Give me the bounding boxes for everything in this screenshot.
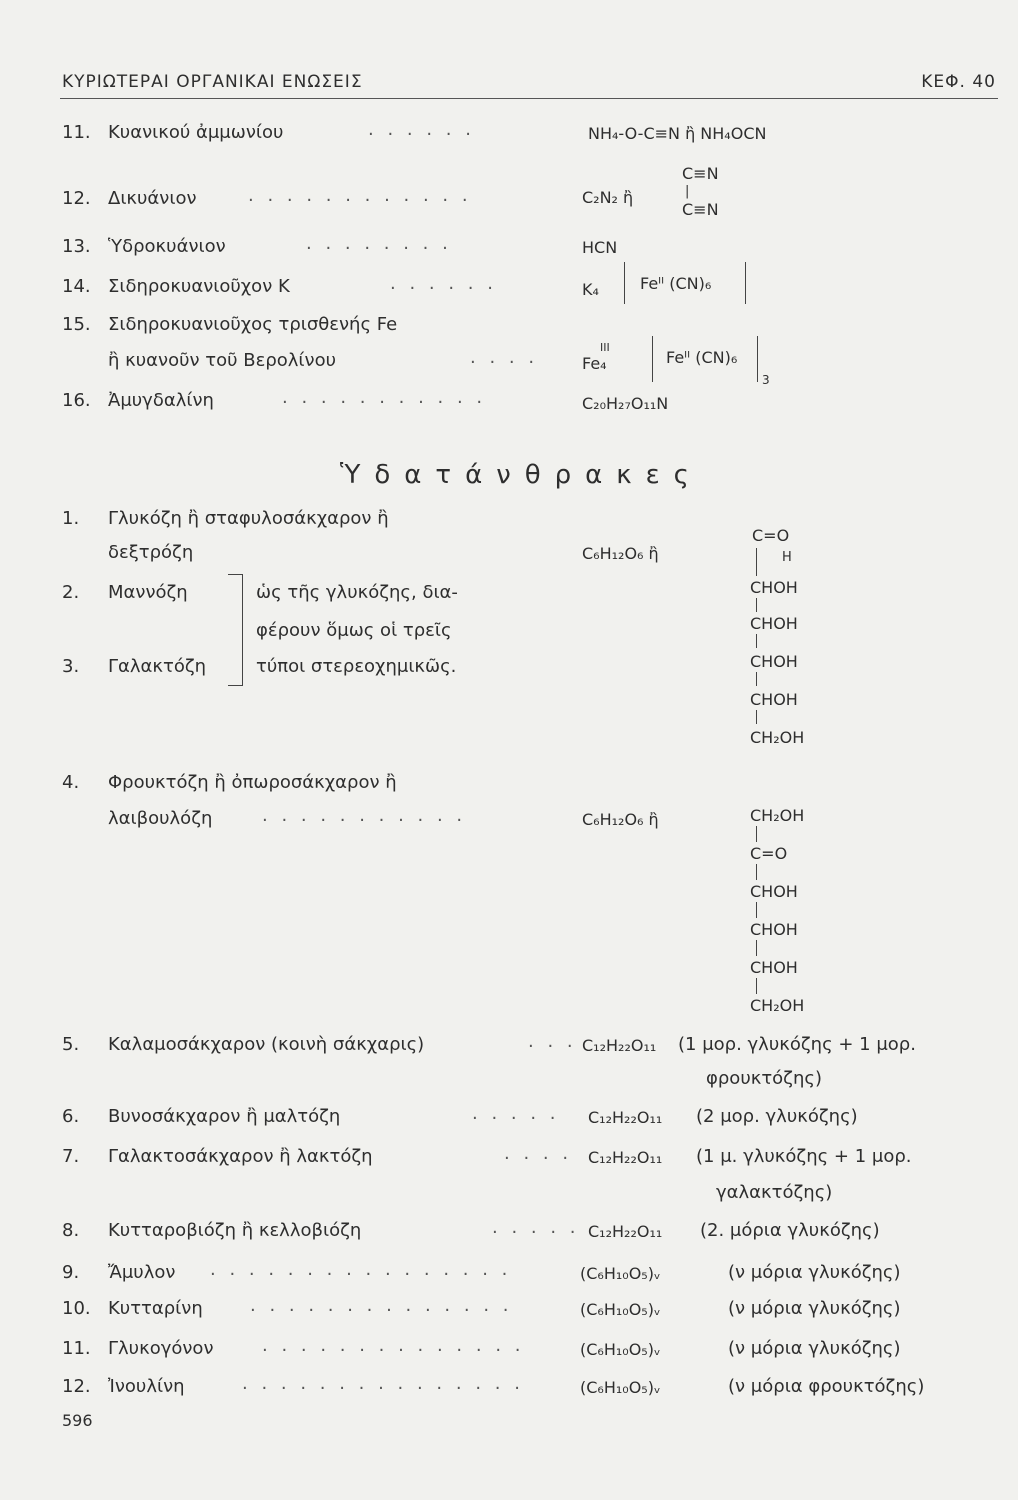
struct-bond bbox=[756, 864, 757, 880]
leader-dots: · · · · · · · · · · · · · · bbox=[250, 1300, 513, 1321]
bracket-subscript: 3 bbox=[762, 373, 770, 387]
section-title: Ὑδατάνθρακες bbox=[340, 460, 703, 490]
item-name: Κυανικού ἀμμωνίου bbox=[108, 122, 284, 143]
item-formula: Fe₄ bbox=[582, 354, 607, 373]
item-formula: C₁₂H₂₂O₁₁ bbox=[588, 1222, 663, 1241]
item-note-continued: γαλακτόζης) bbox=[716, 1182, 833, 1203]
struct-bond bbox=[756, 940, 757, 956]
item-formula: NH₄-O-C≡N ἢ NH₄OCN bbox=[588, 124, 767, 143]
item-number: 14. bbox=[62, 276, 91, 297]
item-number: 7. bbox=[62, 1146, 80, 1167]
item-name: Σιδηροκυανιοῦχος τρισθενής Fe bbox=[108, 314, 398, 335]
struct-group: CH₂OH bbox=[750, 728, 805, 747]
leader-dots: · · · · · bbox=[492, 1222, 580, 1243]
item-formula: (C₆H₁₀O₅)ᵥ bbox=[580, 1300, 661, 1319]
item-formula: (C₆H₁₀O₅)ᵥ bbox=[580, 1264, 661, 1283]
item-number: 12. bbox=[62, 1376, 91, 1397]
item-number: 5. bbox=[62, 1034, 80, 1055]
leader-dots: · · · · · · · · · · · · · · · · bbox=[210, 1264, 512, 1285]
item-formula: C₁₂H₂₂O₁₁ bbox=[588, 1148, 663, 1167]
item-number: 8. bbox=[62, 1220, 80, 1241]
leader-dots: · · · · · · bbox=[368, 124, 475, 145]
item-name: Καλαμοσάκχαρον (κοινὴ σάκχαρις) bbox=[108, 1034, 425, 1055]
item-number: 4. bbox=[62, 772, 80, 793]
item-name: Ὑδροκυάνιον bbox=[108, 236, 226, 257]
item-formula: (C₆H₁₀O₅)ᵥ bbox=[580, 1340, 661, 1359]
item-formula: K₄ bbox=[582, 280, 599, 299]
item-name: Ἄμυλον bbox=[108, 1262, 176, 1283]
struct-group: CH₂OH bbox=[750, 996, 805, 1015]
item-number: 3. bbox=[62, 656, 80, 677]
item-name: Σιδηροκυανιοῦχον K bbox=[108, 276, 290, 297]
item-formula: C₆H₁₂O₆ ἢ bbox=[582, 544, 659, 563]
struct-bond bbox=[756, 672, 757, 686]
item-name: Κυτταροβιόζη ἢ κελλοβιόζη bbox=[108, 1220, 362, 1241]
item-name: Γαλακτοσάκχαρον ἢ λακτόζη bbox=[108, 1146, 373, 1167]
item-number: 1. bbox=[62, 508, 80, 529]
item-name-continued: δεξτρόζη bbox=[108, 542, 194, 563]
item-number: 6. bbox=[62, 1106, 80, 1127]
item-note-continued: φρουκτόζης) bbox=[706, 1068, 822, 1089]
item-name: Ἰνουλίνη bbox=[108, 1376, 185, 1397]
running-header-title: ΚΥΡΙΩΤΕΡΑΙ ΟΡΓΑΝΙΚΑΙ ΕΝΩΣΕΙΣ bbox=[62, 72, 363, 92]
leader-dots: · · · · · · · · bbox=[306, 238, 452, 259]
leader-dots: · · · · bbox=[504, 1148, 573, 1169]
struct-atom: C≡N bbox=[682, 164, 719, 183]
item-name: Δικυάνιον bbox=[108, 188, 197, 209]
header-rule bbox=[60, 98, 998, 99]
struct-bond bbox=[756, 548, 757, 576]
struct-bond bbox=[756, 710, 757, 724]
item-number: 12. bbox=[62, 188, 91, 209]
item-name: Γαλακτόζη bbox=[108, 656, 207, 677]
item-number: 15. bbox=[62, 314, 91, 335]
oxidation-state: III bbox=[600, 341, 610, 354]
item-note: (ν μόρια φρουκτόζης) bbox=[728, 1376, 925, 1397]
item-number: 11. bbox=[62, 122, 91, 143]
leader-dots: · · · · · bbox=[472, 1108, 560, 1129]
struct-hydrogen: H bbox=[782, 550, 792, 565]
item-formula: (C₆H₁₀O₅)ᵥ bbox=[580, 1378, 661, 1397]
item-note: (ν μόρια γλυκόζης) bbox=[728, 1298, 901, 1319]
item-name: Μαννόζη bbox=[108, 582, 188, 603]
brace-note-line: φέρουν ὅμως οἱ τρεῖς bbox=[256, 620, 452, 641]
item-note: (1 μ. γλυκόζης + 1 μορ. bbox=[696, 1146, 912, 1167]
item-formula: C₂₀H₂₇O₁₁N bbox=[582, 394, 669, 413]
item-note: (2. μόρια γλυκόζης) bbox=[700, 1220, 880, 1241]
item-formula: HCN bbox=[582, 238, 618, 257]
item-number: 11. bbox=[62, 1338, 91, 1359]
brace-note-line: ὡς τῆς γλυκόζης, δια- bbox=[256, 582, 458, 603]
struct-bond: | bbox=[685, 184, 690, 199]
struct-bond bbox=[756, 902, 757, 918]
leader-dots: · · · · bbox=[470, 352, 539, 373]
bracket-content: Feᴵᴵ (CN)₆ bbox=[666, 348, 738, 367]
item-name: Ἀμυγδαλίνη bbox=[108, 390, 214, 411]
struct-group: CHOH bbox=[750, 578, 798, 597]
page-number: 596 bbox=[62, 1411, 93, 1430]
item-name-continued: ἢ κυανοῦν τοῦ Βερολίνου bbox=[108, 350, 337, 371]
struct-group: CH₂OH bbox=[750, 806, 805, 825]
item-number: 16. bbox=[62, 390, 91, 411]
struct-atom: C≡N bbox=[682, 200, 719, 219]
item-formula: C₂N₂ ἢ bbox=[582, 188, 634, 207]
item-note: (ν μόρια γλυκόζης) bbox=[728, 1338, 901, 1359]
leader-dots: · · · bbox=[528, 1036, 577, 1057]
struct-group: CHOH bbox=[750, 882, 798, 901]
item-name: Γλυκόζη ἢ σταφυλοσάκχαρον ἢ bbox=[108, 508, 389, 529]
running-header-chapter: ΚΕΦ. 40 bbox=[921, 72, 996, 92]
leader-dots: · · · · · · · · · · · · bbox=[248, 190, 472, 211]
leader-dots: · · · · · · · · · · · bbox=[282, 392, 487, 413]
item-formula: C₁₂H₂₂O₁₁ bbox=[582, 1036, 657, 1055]
struct-bond bbox=[756, 598, 757, 612]
struct-bond bbox=[756, 634, 757, 648]
grouping-brace bbox=[228, 574, 243, 686]
struct-bond bbox=[756, 978, 757, 994]
item-name: Βυνοσάκχαρον ἢ μαλτόζη bbox=[108, 1106, 341, 1127]
item-name: Κυτταρίνη bbox=[108, 1298, 203, 1319]
struct-group: CHOH bbox=[750, 652, 798, 671]
item-number: 2. bbox=[62, 582, 80, 603]
item-note: (1 μορ. γλυκόζης + 1 μορ. bbox=[678, 1034, 916, 1055]
leader-dots: · · · · · · · · · · · bbox=[262, 810, 467, 831]
item-formula: C₁₂H₂₂O₁₁ bbox=[588, 1108, 663, 1127]
item-formula: C₆H₁₂O₆ ἢ bbox=[582, 810, 659, 829]
item-number: 9. bbox=[62, 1262, 80, 1283]
item-name: Φρουκτόζη ἢ ὀπωροσάκχαρον ἢ bbox=[108, 772, 397, 793]
item-number: 13. bbox=[62, 236, 91, 257]
bracket-content: Feᴵᴵ (CN)₆ bbox=[640, 274, 712, 293]
struct-bond bbox=[756, 826, 757, 842]
leader-dots: · · · · · · · · · · · · · · bbox=[262, 1340, 525, 1361]
brace-note-line: τύποι στερεοχημικῶς. bbox=[256, 656, 457, 677]
leader-dots: · · · · · · · · · · · · · · · bbox=[242, 1378, 524, 1399]
item-note: (ν μόρια γλυκόζης) bbox=[728, 1262, 901, 1283]
struct-group: CHOH bbox=[750, 920, 798, 939]
item-note: (2 μορ. γλυκόζης) bbox=[696, 1106, 858, 1127]
struct-group: CHOH bbox=[750, 614, 798, 633]
leader-dots: · · · · · · bbox=[390, 278, 497, 299]
item-name: Γλυκογόνον bbox=[108, 1338, 214, 1359]
struct-group: CHOH bbox=[750, 690, 798, 709]
struct-group: CHOH bbox=[750, 958, 798, 977]
item-number: 10. bbox=[62, 1298, 91, 1319]
struct-carbonyl: C=O bbox=[750, 844, 788, 863]
struct-carbonyl: C=O bbox=[752, 526, 790, 545]
item-name-continued: λαιβουλόζη bbox=[108, 808, 213, 829]
